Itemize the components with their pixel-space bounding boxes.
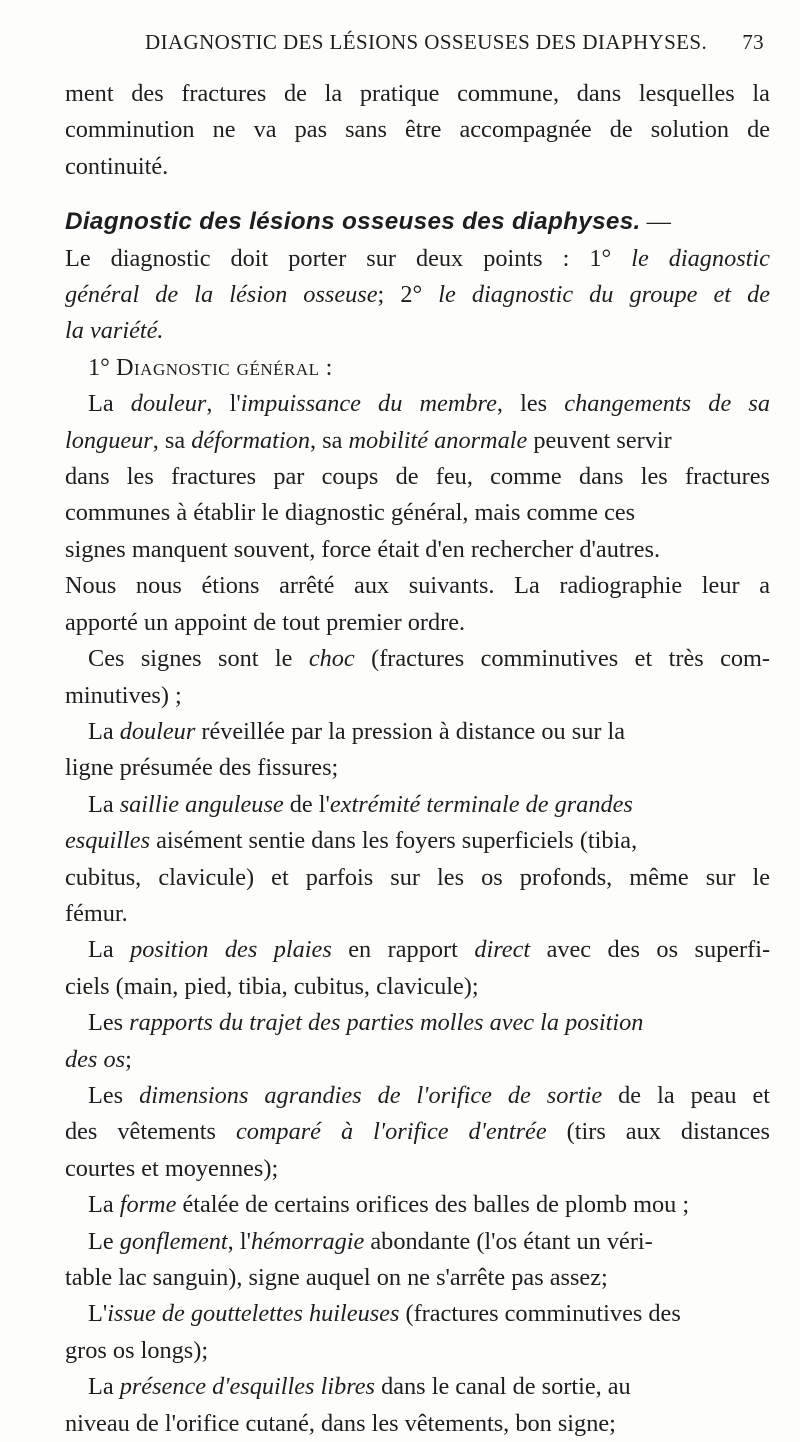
text-line — [65, 112, 770, 148]
running-header — [65, 28, 770, 64]
text-run: en rapport — [331, 936, 475, 964]
running-title: DIAGNOSTIC DES LÉSIONS OSSEUSES DES DIAPHYSES. — [145, 30, 708, 54]
subsection-label: Diagnostic général — [115, 353, 320, 381]
italic-phrase: choc — [308, 645, 355, 673]
text-line — [65, 1224, 770, 1260]
italic-phrase: le diagnostic — [631, 244, 770, 272]
text-line — [65, 787, 770, 823]
text-line — [65, 1187, 770, 1223]
text-line — [65, 1369, 770, 1405]
text-run: ligne présumée des fissures; — [65, 754, 339, 782]
text-run: — — [640, 208, 671, 236]
text-run: dans les fractures par coups de feu, comme dans les fractures — [65, 463, 771, 491]
italic-phrase: extrémité terminale de grandes — [329, 790, 633, 818]
text-line — [65, 714, 770, 750]
text-line — [65, 1042, 770, 1078]
text-run: réveillée par la pression à distance ou sur la — [195, 717, 626, 745]
italic-phrase: la variété. — [65, 317, 164, 345]
text-line — [65, 678, 770, 714]
text-run: Ces signes sont le — [88, 645, 309, 673]
text-run: communes à établir le diagnostic général, mais comme ces — [65, 499, 636, 527]
italic-phrase: forme — [119, 1191, 177, 1219]
text-run: , l' — [206, 390, 241, 418]
text-run: La — [88, 717, 120, 745]
italic-phrase: impuissance du membre — [240, 390, 497, 418]
text-run: de la peau et — [602, 1081, 770, 1109]
italic-phrase: longueur — [65, 426, 153, 454]
body-text — [65, 76, 770, 1442]
text-run: fémur. — [65, 899, 128, 927]
text-run: Le diagnostic doit porter sur deux points : 1° — [65, 244, 632, 272]
italic-phrase: esquilles — [65, 827, 151, 855]
text-run: ; 2° — [377, 281, 439, 309]
text-line — [65, 149, 770, 185]
italic-phrase: le diagnostic du groupe et de — [438, 281, 771, 309]
text-run: La — [88, 1373, 120, 1401]
text-run: comminution ne va pas sans être accompagnée de solution de — [65, 116, 771, 144]
italic-phrase: gonflement — [119, 1227, 228, 1255]
text-run: : — [319, 353, 333, 381]
italic-phrase: des os — [65, 1045, 126, 1073]
text-run: , sa — [309, 426, 349, 454]
text-run: , l' — [227, 1227, 251, 1255]
text-line — [65, 1406, 770, 1442]
italic-phrase: mobilité anormale — [348, 426, 528, 454]
text-run: L' — [88, 1300, 108, 1328]
italic-phrase: rapports du trajet des parties molles avec la position — [129, 1009, 644, 1037]
text-run: Les — [88, 1081, 140, 1109]
text-run: dans le canal de sortie, au — [375, 1373, 631, 1401]
text-line — [65, 823, 770, 859]
italic-phrase: saillie anguleuse — [119, 790, 284, 818]
text-line — [65, 1333, 770, 1369]
italic-phrase: douleur — [130, 390, 207, 418]
text-line — [65, 568, 770, 604]
italic-phrase: position des plaies — [130, 936, 332, 964]
text-run: Le — [88, 1227, 120, 1255]
text-run: cubitus, clavicule) et parfois sur les os profonds, même sur le — [65, 863, 771, 891]
text-line — [65, 860, 770, 896]
text-run: apporté un appoint de tout premier ordre. — [65, 608, 466, 636]
text-run: ment des fractures de la pratique commune, dans lesquelles la — [65, 80, 770, 107]
text-run: ; — [125, 1045, 132, 1073]
text-run: 1° — [88, 353, 116, 381]
text-run: aisément sentie dans les foyers superficiels (tibia, — [150, 827, 638, 855]
text-line — [65, 1005, 770, 1041]
text-run: ciels (main, pied, tibia, cubitus, clavicule); — [65, 972, 479, 1000]
text-run: signes manquent souvent, force était d'en rechercher d'autres. — [65, 535, 661, 563]
text-run: des vêtements — [65, 1118, 236, 1146]
text-run: (tirs aux distances — [546, 1118, 770, 1146]
page-number: 73 — [742, 30, 764, 54]
text-line — [65, 241, 770, 277]
text-line — [65, 896, 770, 932]
text-run: gros os longs); — [65, 1336, 209, 1364]
italic-phrase: changements de sa — [564, 390, 770, 418]
text-run: continuité. — [65, 152, 169, 180]
text-line — [65, 423, 770, 459]
text-run: , les — [496, 390, 565, 418]
text-line — [65, 386, 770, 422]
text-line — [65, 1078, 770, 1114]
text-line — [65, 605, 770, 641]
text-line — [65, 641, 770, 677]
text-run: niveau de l'orifice cutané, dans les vêtements, bon signe; — [65, 1409, 616, 1437]
text-line — [65, 969, 770, 1005]
text-run: courtes et moyennes); — [65, 1154, 279, 1182]
text-run: Les — [88, 1009, 130, 1037]
text-run: minutives) ; — [65, 681, 182, 709]
text-run: abondante (l'os étant un véri- — [364, 1227, 653, 1255]
text-run: peuvent servir — [527, 426, 672, 454]
italic-phrase: hémorragie — [250, 1227, 365, 1255]
text-line — [65, 1296, 770, 1332]
text-run: (fractures comminutives des — [399, 1300, 681, 1328]
text-line — [65, 532, 770, 568]
text-run: avec des os superfi- — [530, 936, 771, 964]
text-line — [65, 459, 770, 495]
section-heading: Diagnostic des lésions osseuses des diaphyses. — [65, 208, 641, 236]
text-line — [65, 1260, 770, 1296]
text-line — [65, 350, 770, 386]
text-line — [65, 76, 770, 112]
text-run: table lac sanguin), signe auquel on ne s'arrête pas assez; — [65, 1264, 608, 1291]
text-line — [65, 1151, 770, 1187]
italic-phrase: général de la lésion osseuse — [65, 281, 378, 309]
text-line — [65, 932, 770, 968]
text-run: , sa — [152, 426, 192, 454]
text-run: La — [88, 390, 131, 418]
section-heading-line — [65, 204, 770, 240]
text-run: (fractures comminutives et très com- — [354, 645, 771, 673]
text-line — [65, 495, 770, 531]
text-run: La — [88, 1191, 120, 1219]
text-line — [65, 1114, 770, 1150]
italic-phrase: présence d'esquilles libres — [119, 1373, 376, 1401]
text-line — [65, 277, 770, 313]
italic-phrase: issue de gouttelettes huileuses — [107, 1300, 400, 1328]
text-run: La — [88, 936, 131, 964]
italic-phrase: douleur — [119, 717, 196, 745]
italic-phrase: comparé à l'orifice d'entrée — [235, 1118, 547, 1146]
text-run: de l' — [283, 790, 330, 818]
text-run: étalée de certains orifices des balles de plomb mou ; — [176, 1191, 690, 1219]
text-line — [65, 313, 770, 349]
text-line — [65, 750, 770, 786]
italic-phrase: direct — [474, 936, 531, 964]
italic-phrase: dimensions agrandies de l'orifice de sortie — [139, 1081, 603, 1109]
italic-phrase: déformation — [191, 426, 310, 454]
text-run: Nous nous étions arrêté aux suivants. La radiographie leur a — [65, 572, 770, 600]
text-run: La — [88, 790, 120, 818]
